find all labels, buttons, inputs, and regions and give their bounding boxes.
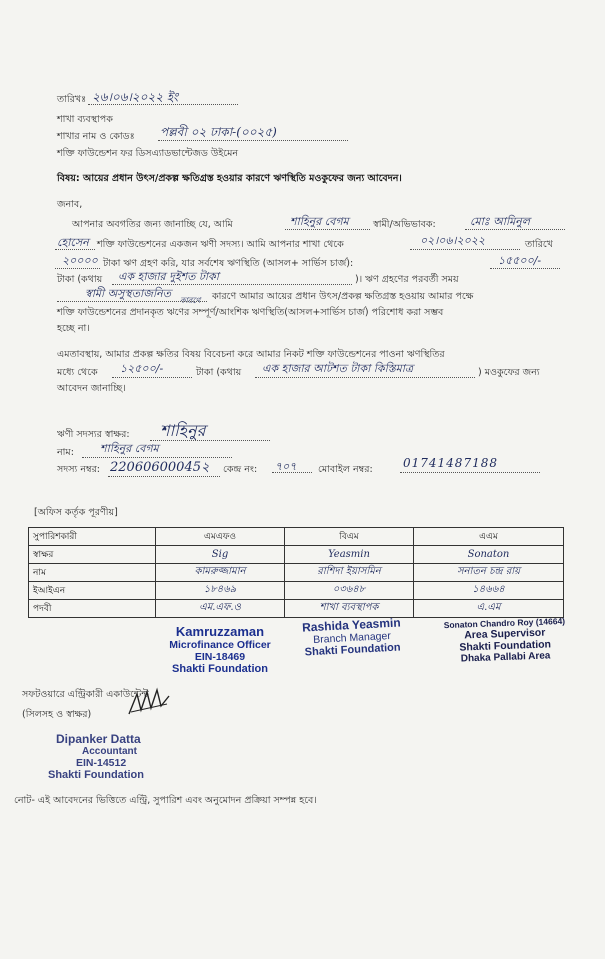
branch-label: শাখার নাম ও কোডঃ bbox=[57, 131, 135, 142]
waive-words-hw: এক হাজার আটশত টাকা কিস্তিমাত্র bbox=[262, 362, 414, 375]
member-sign-label: ঋণী সদস্যর স্বাক্ষর: bbox=[57, 429, 130, 440]
mfo-name: কামরুজ্জামান bbox=[156, 564, 285, 582]
reason-hw: স্বামী অসুস্থতাজনিত bbox=[85, 287, 171, 300]
para1-text-9: শক্তি ফাউন্ডেশনের প্রদানকৃত ঋণের সম্পূর্ণ/আংশিক ঋণস্থিতি(আসল+সার্ভিস চার্জ) পরিশোধ করা সম্ভব bbox=[57, 307, 444, 318]
center-hw: ৭০৭ bbox=[275, 460, 297, 473]
balance-hw: ১৫৫০০/- bbox=[498, 254, 542, 267]
member-name-label: নাম: bbox=[57, 447, 74, 458]
branch-line bbox=[158, 140, 348, 141]
loan-date-line bbox=[410, 249, 520, 250]
table-header: এমএফও bbox=[156, 528, 285, 546]
row-label: পদবী bbox=[29, 600, 156, 618]
am-stamp bbox=[419, 615, 590, 666]
table-header: বিএম bbox=[285, 528, 414, 546]
mobile-label: মোবাইল নম্বর: bbox=[318, 464, 373, 475]
table-header: সুপারিশকারী bbox=[29, 528, 156, 546]
para2-text-4: ) মওকুফের জন্য bbox=[478, 367, 540, 378]
stamp-line: Dipanker Datta bbox=[56, 732, 141, 746]
row-label: ইআইএন bbox=[29, 582, 156, 600]
am-name: সনাতন চন্দ্র রায় bbox=[414, 564, 564, 582]
para1-text-10: হচ্ছে না। bbox=[57, 323, 90, 334]
sign-line bbox=[150, 440, 270, 441]
guardian-hw: মোঃ আমিনুল bbox=[470, 215, 530, 228]
am-signature: Sonaton bbox=[414, 546, 564, 564]
reason-line bbox=[57, 301, 207, 302]
table-row bbox=[29, 564, 564, 582]
waive-amount-hw: ১২৫০০/- bbox=[120, 362, 164, 375]
member-no-label: সদস্য নম্বর: bbox=[57, 464, 101, 475]
bm-ein: ০৩৬৪৮ bbox=[285, 582, 414, 600]
balance-line bbox=[490, 268, 560, 269]
para1-text-8: কারণে আমার আয়ের প্রধান উৎস/প্রকল্প ক্ষতিগ্রস্ত হওয়ায় আমার পক্ষে bbox=[212, 291, 474, 302]
para1-text-3: শক্তি ফাউন্ডেশনের একজন ঋণী সদস্য। আমি আপনার শাখা থেকে bbox=[97, 239, 344, 250]
date-line bbox=[88, 104, 238, 105]
salutation: জনাব, bbox=[57, 199, 83, 210]
para2-text-3: টাকা (কথায় bbox=[196, 367, 242, 378]
mfo-signature: Sig bbox=[156, 546, 285, 564]
stamp-line: Shakti Foundation bbox=[459, 638, 552, 654]
stamp-line: Sonaton Chandro Roy (14664) bbox=[443, 615, 566, 631]
org-line: শক্তি ফাউন্ডেশন ফর ডিসএ্যাডভান্টেজড উইমেন bbox=[57, 148, 239, 159]
stamp-line: Branch Manager bbox=[312, 629, 392, 647]
loan-date-hw: ০২।০৬।২০২২ bbox=[420, 234, 486, 247]
date-label: তারিখঃ bbox=[57, 94, 87, 105]
amount-line bbox=[55, 268, 100, 269]
member-no-hw: 22060600045২ bbox=[110, 460, 210, 475]
mfo-ein: ১৮৪৬৯ bbox=[156, 582, 285, 600]
accountant-stamp bbox=[48, 732, 144, 781]
stamp-line: Shakti Foundation bbox=[172, 663, 268, 675]
note-line: নোট- এই আবেদনের ভিত্তিতে এন্ট্রি, সুপারিশ এবং অনুমোদন প্রক্রিয়া সম্পন্ন হবে। bbox=[14, 795, 317, 806]
table-row bbox=[29, 546, 564, 564]
bm-signature: Yeasmin bbox=[285, 546, 414, 564]
stamp-line: Dhaka Pallabi Area bbox=[460, 650, 551, 665]
stamp-line: Shakti Foundation bbox=[304, 641, 401, 659]
bm-designation: শাখা ব্যবস্থাপক bbox=[285, 600, 414, 618]
stamp-line: Area Supervisor bbox=[464, 626, 546, 642]
guardian-line-2 bbox=[55, 249, 95, 250]
bm-stamp bbox=[281, 614, 423, 659]
para2-text-2: মধ্যে থেকে bbox=[57, 367, 98, 378]
guardian-hw-2: হোসেন bbox=[57, 236, 89, 249]
table-row bbox=[29, 600, 564, 618]
para1-text-1: আপনার অবগতির জন্য জানাচ্ছি যে, আমি bbox=[72, 219, 233, 230]
stamp-line: Kamruzzaman bbox=[175, 624, 265, 639]
mobile-hw: 01741487188 bbox=[403, 456, 498, 470]
member-no-line bbox=[108, 476, 220, 477]
waive-amount-line bbox=[112, 377, 192, 378]
stamp-line: Shakti Foundation bbox=[48, 769, 144, 781]
mobile-line bbox=[400, 472, 540, 473]
mfo-designation: এম.এফ.ও bbox=[156, 600, 285, 618]
words-hw: এক হাজার দুইশত টাকা bbox=[118, 270, 219, 283]
center-label: কেন্দ্র নং: bbox=[223, 464, 258, 475]
to-line: শাখা ব্যবস্থাপক bbox=[57, 114, 113, 125]
para1-text-4: তারিখে bbox=[525, 239, 553, 250]
applicant-name-hw: শাহিনুর বেগম bbox=[290, 215, 349, 228]
am-ein: ১৪৬৬৪ bbox=[414, 582, 564, 600]
office-label: [অফিস কর্তৃক পূরণীয়] bbox=[34, 507, 118, 518]
para1-text-6: টাকা (কথায় bbox=[57, 274, 103, 285]
bm-name: রাশিদা ইয়াসমিন bbox=[285, 564, 414, 582]
software-line-2: (সিলসহ ও স্বাক্ষর) bbox=[22, 709, 92, 720]
name-line bbox=[285, 229, 370, 230]
para2-text-1: এমতাবস্থায়, আমার প্রকল্প ক্ষতির বিষয় বিবেচনা করে আমার নিকট শক্তি ফাউন্ডেশনের পাওনা ঋণস্থিতির bbox=[57, 349, 445, 360]
para1-text-5: টাকা ঋণ গ্রহণ করি, যার সর্বশেষ ঋণস্থিতি (আসল+ সার্ভিস চার্জ): bbox=[103, 258, 354, 269]
center-line bbox=[272, 472, 312, 473]
member-signature: শাহিনুর bbox=[160, 421, 206, 440]
stamp-line: EIN-18469 bbox=[194, 651, 246, 663]
table-row bbox=[29, 582, 564, 600]
accountant-signature-mark bbox=[125, 686, 173, 718]
row-label: স্বাক্ষর bbox=[29, 546, 156, 564]
stamp-line: Rashida Yeasmin bbox=[301, 615, 401, 635]
para1-text-7: )। ঋণ গ্রহণের পরবর্তী সময় bbox=[355, 274, 459, 285]
recommendation-table bbox=[28, 527, 564, 618]
table-header: এএম bbox=[414, 528, 564, 546]
para1-text-2: স্বামী/অভিভাবক: bbox=[373, 219, 436, 230]
guardian-line bbox=[465, 229, 565, 230]
para2-text-5: আবেদন জানাচ্ছি। bbox=[57, 383, 126, 394]
stamp-line: EIN-14512 bbox=[76, 757, 127, 769]
reason-hw-2: কারণে bbox=[180, 296, 201, 305]
member-name-hw: শাহিনুর বেগম bbox=[100, 442, 159, 455]
am-designation: এ.এম bbox=[414, 600, 564, 618]
table-header-row bbox=[29, 528, 564, 546]
date-value: ২৬।০৬।২০২২ ইং bbox=[92, 90, 179, 104]
loan-amount-hw: ২০০০০ bbox=[62, 254, 98, 267]
stamp-line: Microfinance Officer bbox=[169, 639, 271, 651]
subject-line: বিষয়: আয়ের প্রধান উৎস/প্রকল্প ক্ষতিগ্রস্ত হওয়ার কারণে ঋণস্থিতি মওকুফের জন্য আবেদন। bbox=[57, 173, 402, 184]
branch-value: পল্লবী ০২ ঢাকা-(০০২৫) bbox=[160, 125, 277, 139]
stamp-line: Accountant bbox=[82, 746, 137, 757]
waive-words-line bbox=[255, 377, 475, 378]
row-label: নাম bbox=[29, 564, 156, 582]
software-line-1: সফটওয়ারে এন্ট্রিকারী একাউন্টেন্ট bbox=[22, 689, 149, 700]
mfo-stamp bbox=[150, 624, 290, 675]
